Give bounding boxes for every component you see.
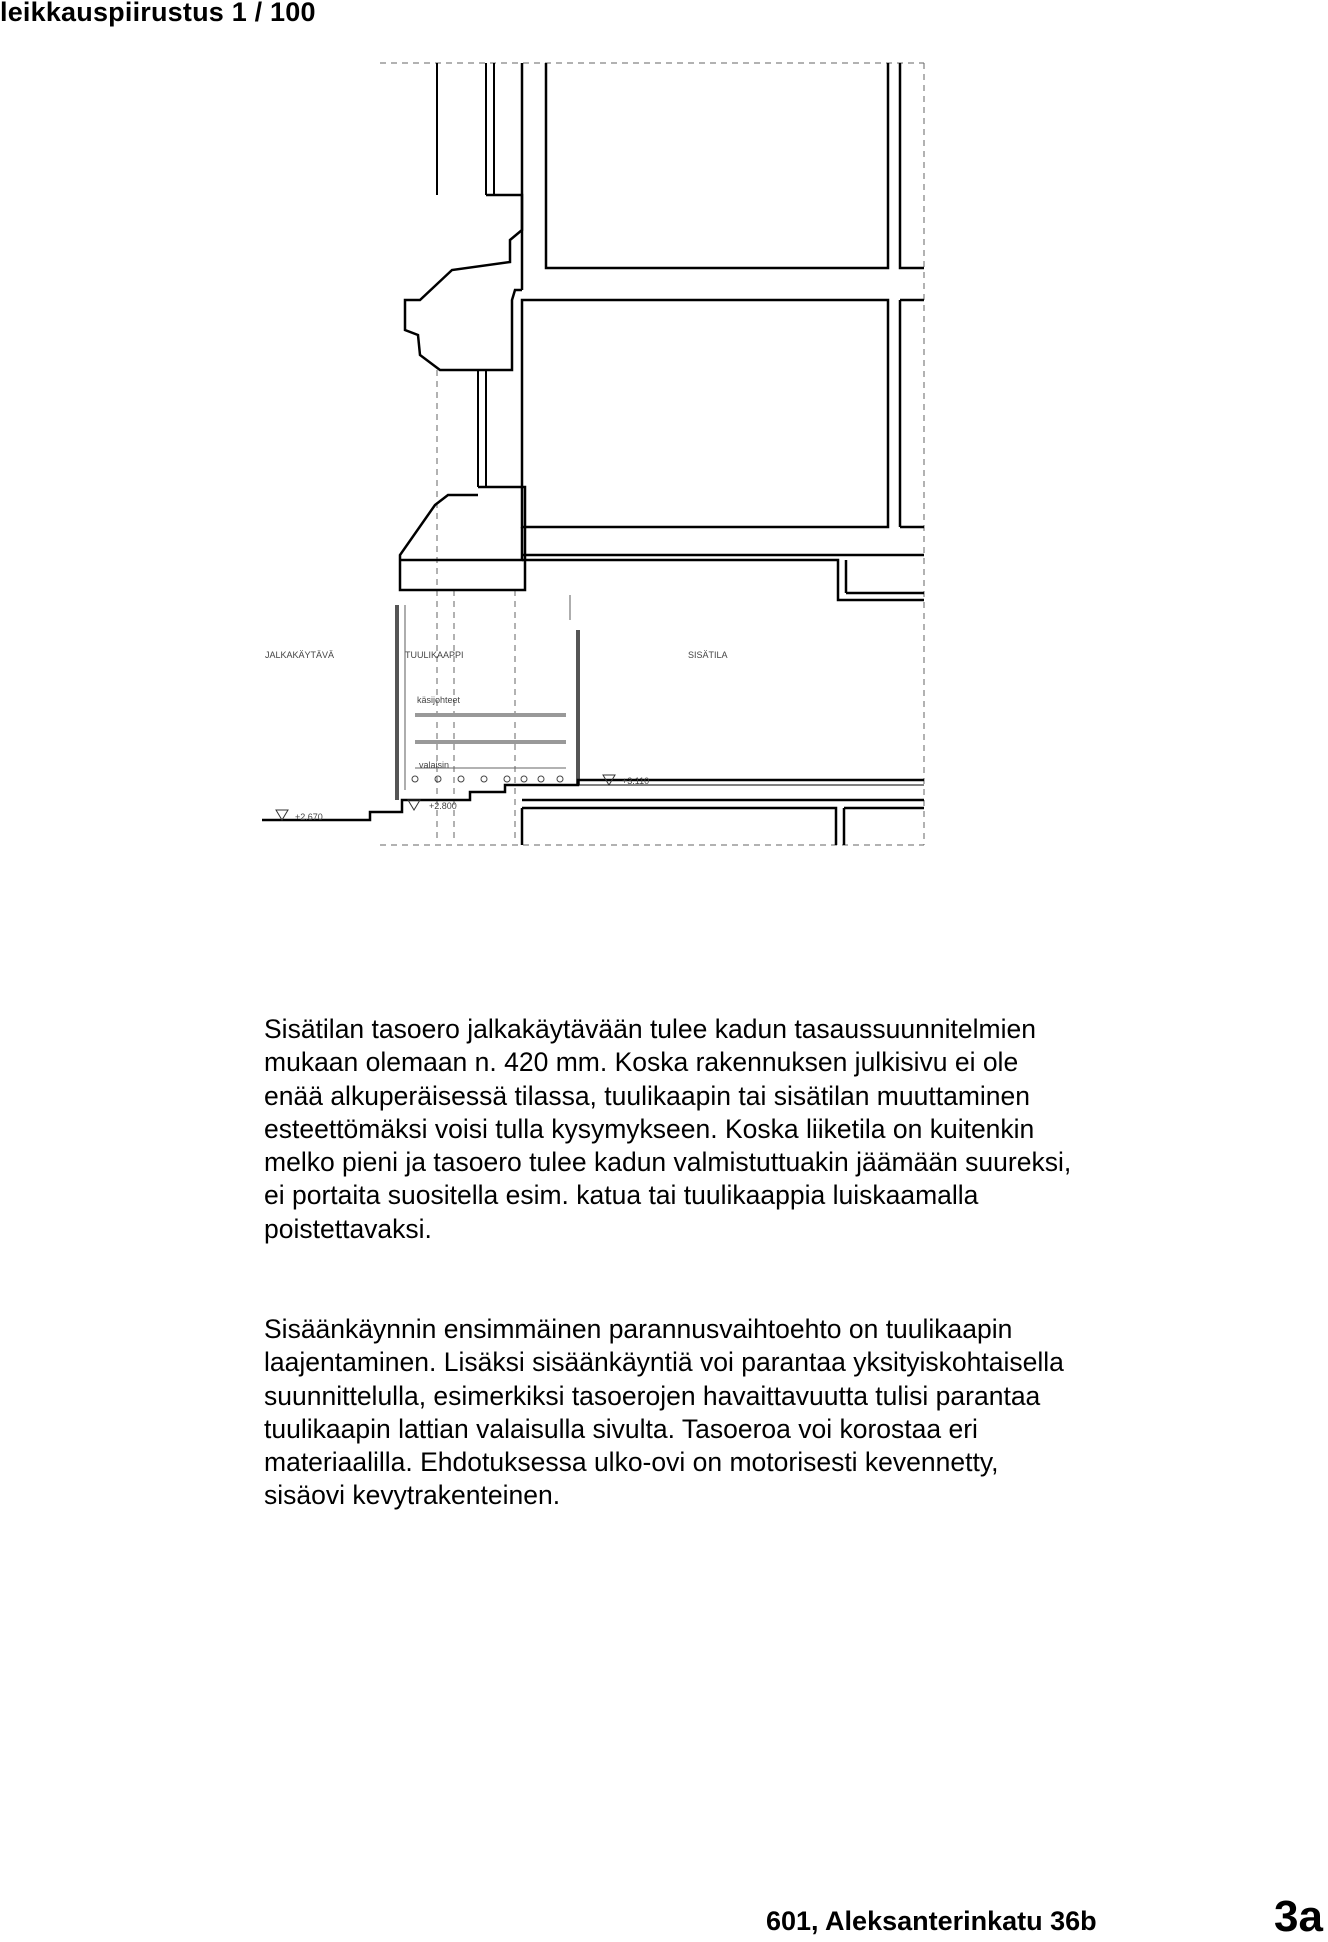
label-sidewalk: JALKAKÄYTÄVÄ <box>265 650 335 660</box>
label-lighting: valaisin <box>419 760 450 770</box>
description-paragraph-1: Sisätilan tasoero jalkakäytävään tulee kadun tasaussuunnitelmien mukaan olemaan n. 420 mm. Koska rakennuksen julkisivu ei ole enää alkuperäisessä tilassa, tuulikaapin tai sisätilan muuttaminen esteettömäksi voisi tulla kysymykseen. Koska liiketila on kuitenkin melko pieni ja tasoero tulee kadun valmistuttuakin jäämään suureksi, ei portaita suositella esim. katua tai tuulikaappia luiskaamalla poistettavaksi. <box>264 1014 1072 1244</box>
level-sidewalk: +2.670 <box>295 812 323 822</box>
section-drawing <box>0 0 1328 860</box>
label-handrails: käsijohteet <box>417 695 461 705</box>
label-vestibule: TUULIKAAPPI <box>405 650 464 660</box>
sheet-number: 3a <box>1274 1892 1323 1941</box>
label-interior: SISÄTILA <box>688 650 728 660</box>
description-paragraph-2: Sisäänkäynnin ensimmäinen parannusvaihtoehto on tuulikaapin laajentaminen. Lisäksi sisäänkäyntiä voi parantaa yksityiskohtaisella suunnittelulla, esimerkiksi tasoerojen havaittavuutta tulisi parantaa tuulikaapin lattian valaisulla sivulta. Tasoeroa voi korostaa eri materiaalilla. Ehdotuksessa ulko-ovi on motorisesti kevennetty, sisäovi kevytrakenteinen. <box>264 1314 1064 1511</box>
level-interior: +3.110 <box>622 776 650 786</box>
footer-address: 601, Aleksanterinkatu 36b <box>766 1906 1097 1936</box>
drawing-title: leikkauspiirustus 1 / 100 <box>0 0 316 27</box>
level-vestibule: +2.800 <box>429 801 457 811</box>
